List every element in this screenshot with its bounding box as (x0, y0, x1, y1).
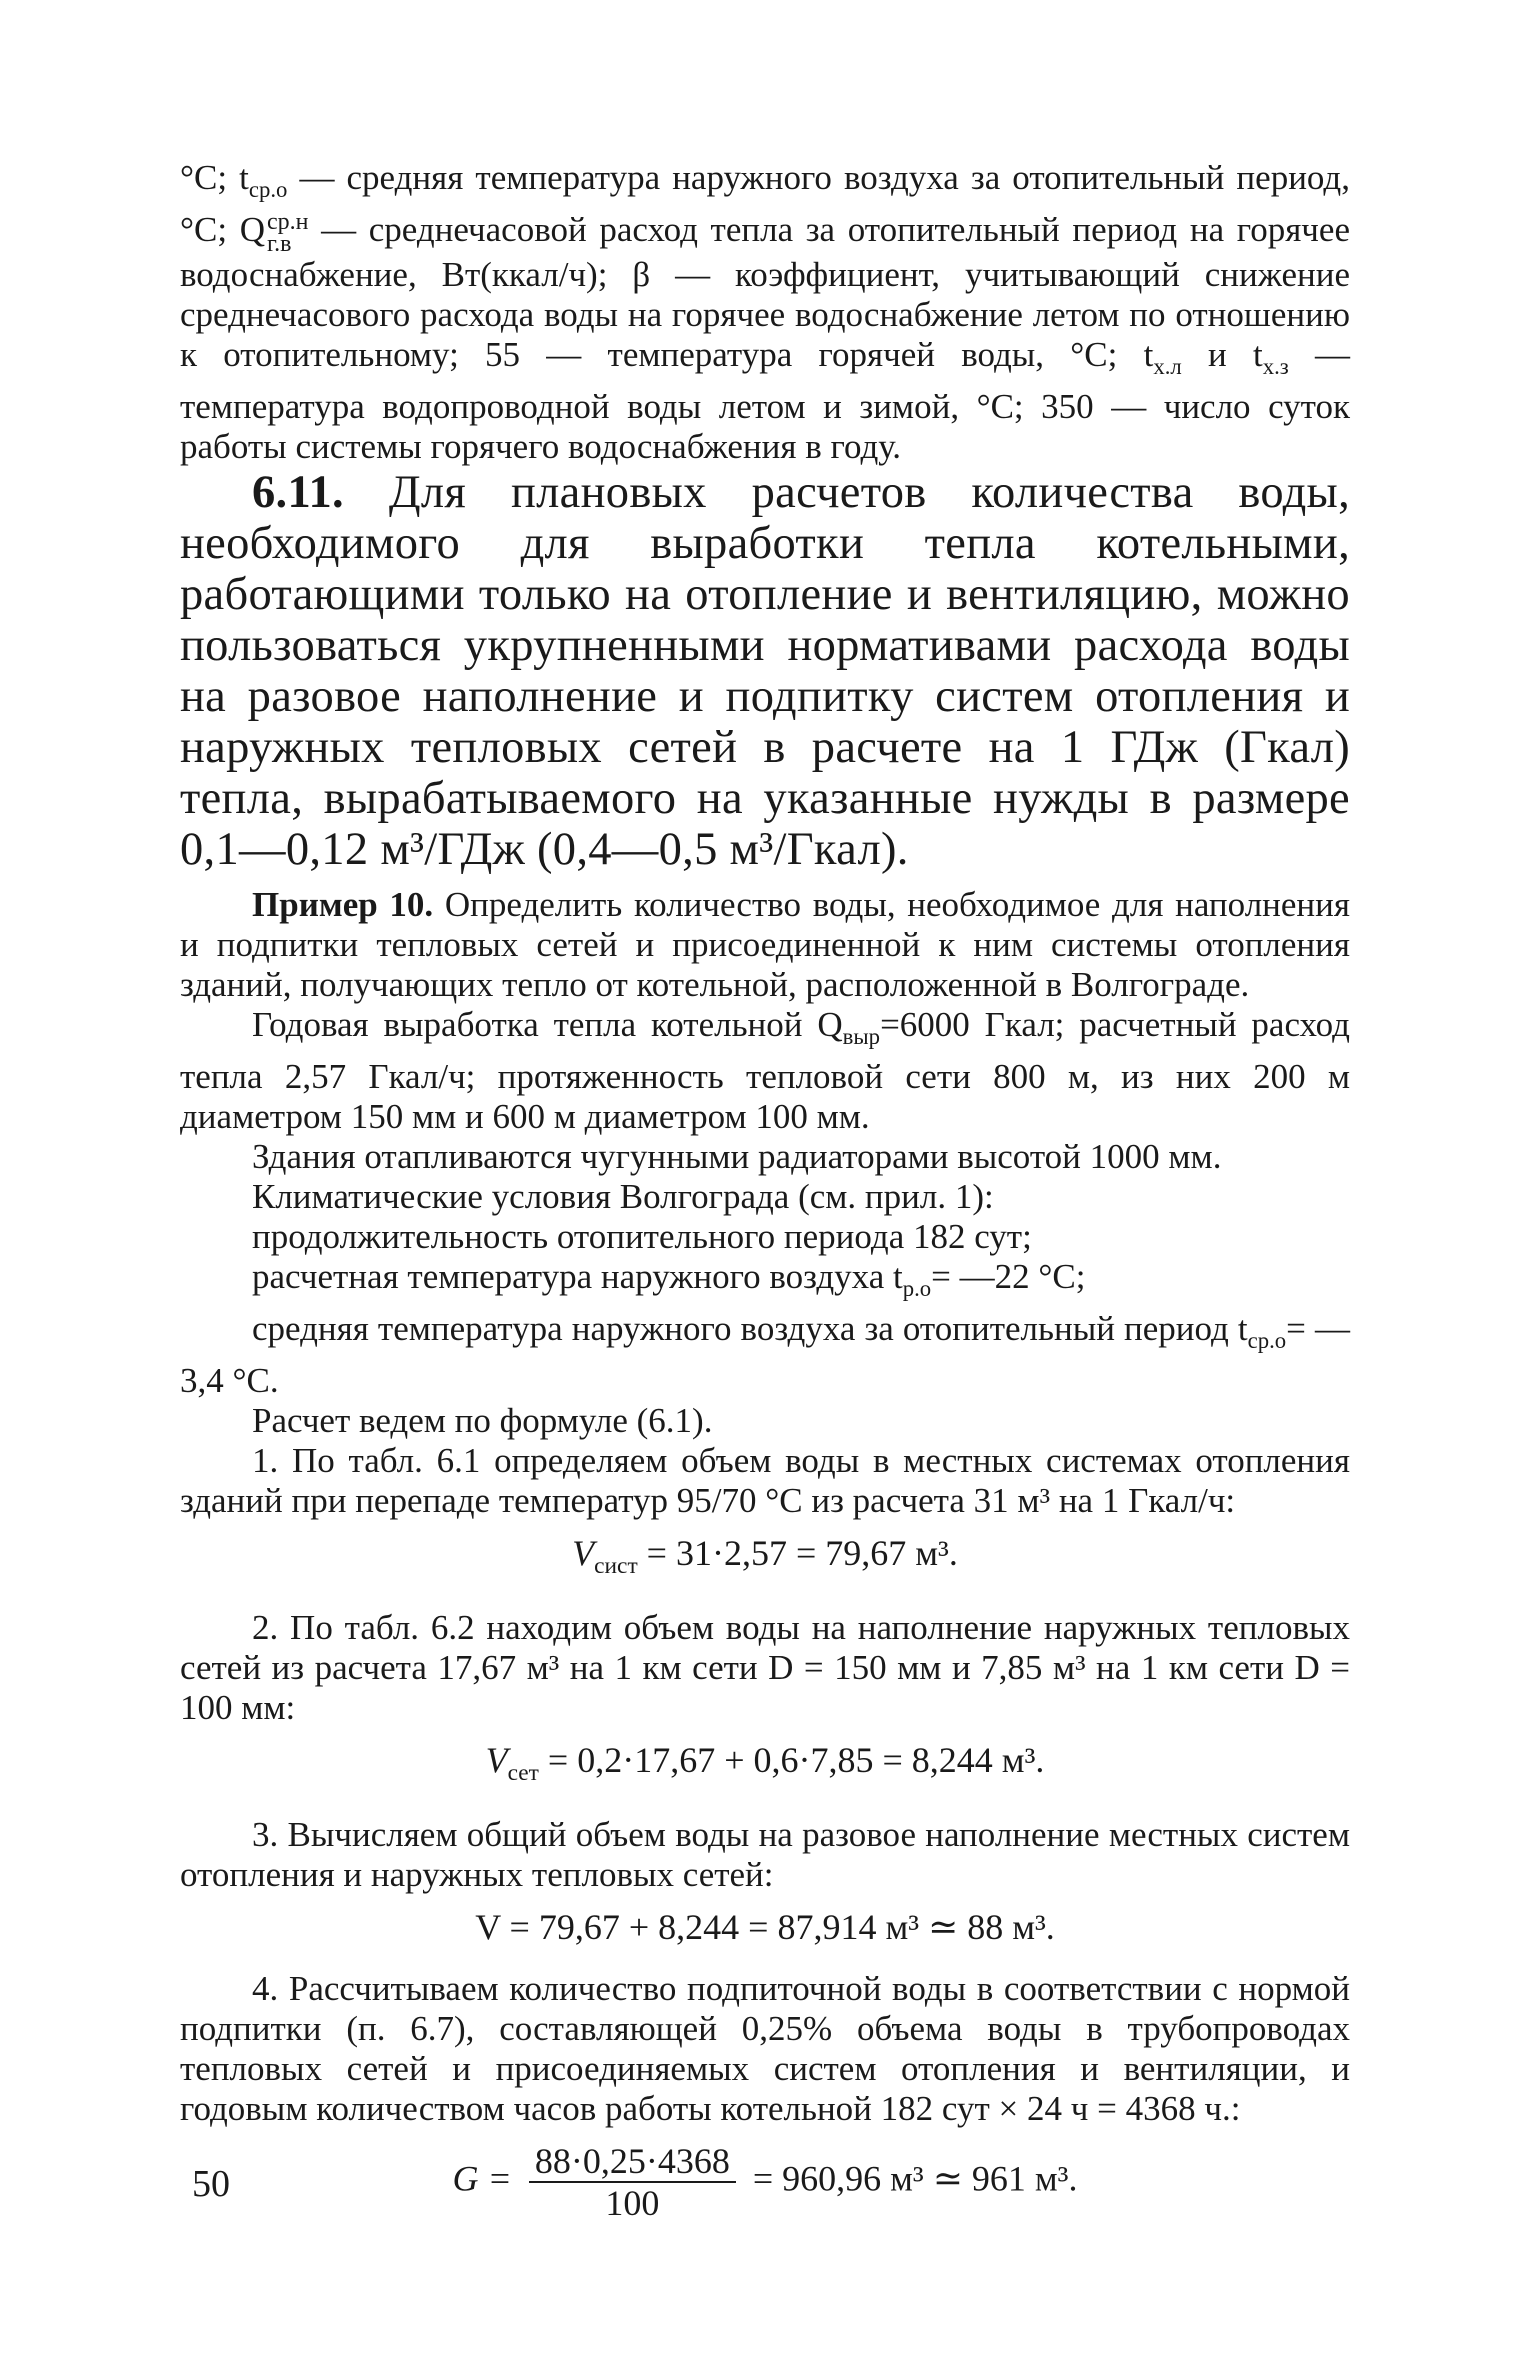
formula-g: G = $\frac{88\cdot 0,25\cdot 4368}{100}$ = 960,96 м³ ≃ 961 м³. (452, 2141, 1078, 2224)
intro-paragraph: °C; $t_{ср.о}$ — средняя температура наружного воздуха за отопительный период, °C; Q ср.н г.в — среднечасовой расход тепла за отопительный период на горячее водоснабжение, Вт(ккал/ч); β — коэффициент, учитывающий снижение среднечасового расхода воды на горячее водоснабжение летом по отношению к отопительному; 55 — температура горячей воды, °C; $t_{х.л}$ и $t_{х.з}$ — температура водопроводной воды летом и зимой, °C; 350 — число суток работы системы горячего водоснабжения в году. (180, 158, 1350, 466)
fraction: $\frac{88\cdot 0,25\cdot 4368}{100}$ (529, 2141, 736, 2223)
formula-v-sist: $V_{сист} = 31\cdot 2,57 = 79,67$ м³. (572, 1532, 958, 1580)
mean-temp-line: средняя температура наружного воздуха за отопительный период $t_{ср.о}=$ —3,4 °C. (180, 1308, 1350, 1400)
example-title: Пример 10. (252, 884, 434, 924)
formula-ref-line: Расчет ведем по формуле (6.1). (252, 1400, 713, 1440)
duration-line: продолжительность отопительного периода 182 сут; (252, 1216, 1032, 1256)
section-6-11: 6.11. Для плановых расчетов количества воды, необходимого для выработки тепла котельными, работающими только на отопление и вентиляцию, можно пользоваться укрупненными нормативами расхода воды на разовое наполнение и подпитку систем отопления и наружных тепловых сетей в расчете на 1 ГДж (Гкал) тепла, вырабатываемого на указанные нужды в размере 0,1—0,12 м³/ГДж (0,4—0,5 м³/Гкал). (180, 466, 1350, 875)
page-number: 50 (192, 2163, 230, 2205)
example-intro: Пример 10. Определить количество воды, необходимое для наполнения и подпитки тепловых сетей и присоединенной к ним системы отопления зданий, получающих тепло от котельной, расположенной в Волгограде. (180, 884, 1350, 1004)
annual-output: Годовая выработка тепла котельной $Q_{выр}=6000$ Гкал; расчетный расход тепла 2,57 Гкал/ч; протяженность тепловой сети 800 м, из них 200 м диаметром 150 мм и 600 м диаметром 100 мм. (180, 1004, 1350, 1136)
buildings-line: Здания отапливаются чугунными радиаторами высотой 1000 мм. (252, 1136, 1222, 1176)
step-1: 1. По табл. 6.1 определяем объем воды в местных системах отопления зданий при перепаде температур 95/70 °C из расчета 31 м³ на 1 Гкал/ч: (180, 1440, 1350, 1520)
climate-line: Климатические условия Волгограда (см. прил. 1): (252, 1176, 994, 1216)
formula-v-total: V = 79,67 + 8,244 = 87,914 м³ ≃ 88 м³. (475, 1907, 1055, 1948)
document-page (180, 158, 1350, 2245)
design-temp-line: расчетная температура наружного воздуха $t_{р.о}=$ —22 °C; (252, 1256, 1086, 1301)
section-number: 6.11. (252, 466, 344, 518)
q-indices: ср.н г.в (266, 208, 309, 257)
example-block (180, 885, 1350, 2223)
step-3: 3. Вычисляем общий объем воды на разовое наполнение местных систем отопления и наружных тепловых сетей: (180, 1815, 1350, 1895)
formula-v-set: $V_{сет} = 0,2\cdot 17,67 + 0,6\cdot 7,85 = 8,244$ м³. (485, 1740, 1045, 1787)
step-4: 4. Рассчитываем количество подпиточной воды в соответствии с нормой подпитки (п. 6.7), составляющей 0,25% объема воды в трубопроводах тепловых сетей и присоединяемых систем отопления и вентиляции, и годовым количеством часов работы котельной 182 сут × 24 ч = 4368 ч.: (180, 1969, 1350, 2129)
step-2: 2. По табл. 6.2 находим объем воды на наполнение наружных тепловых сетей из расчета 17,67 м³ на 1 км сети D = 150 мм и 7,85 м³ на 1 км сети D = 100 мм: (180, 1608, 1350, 1728)
